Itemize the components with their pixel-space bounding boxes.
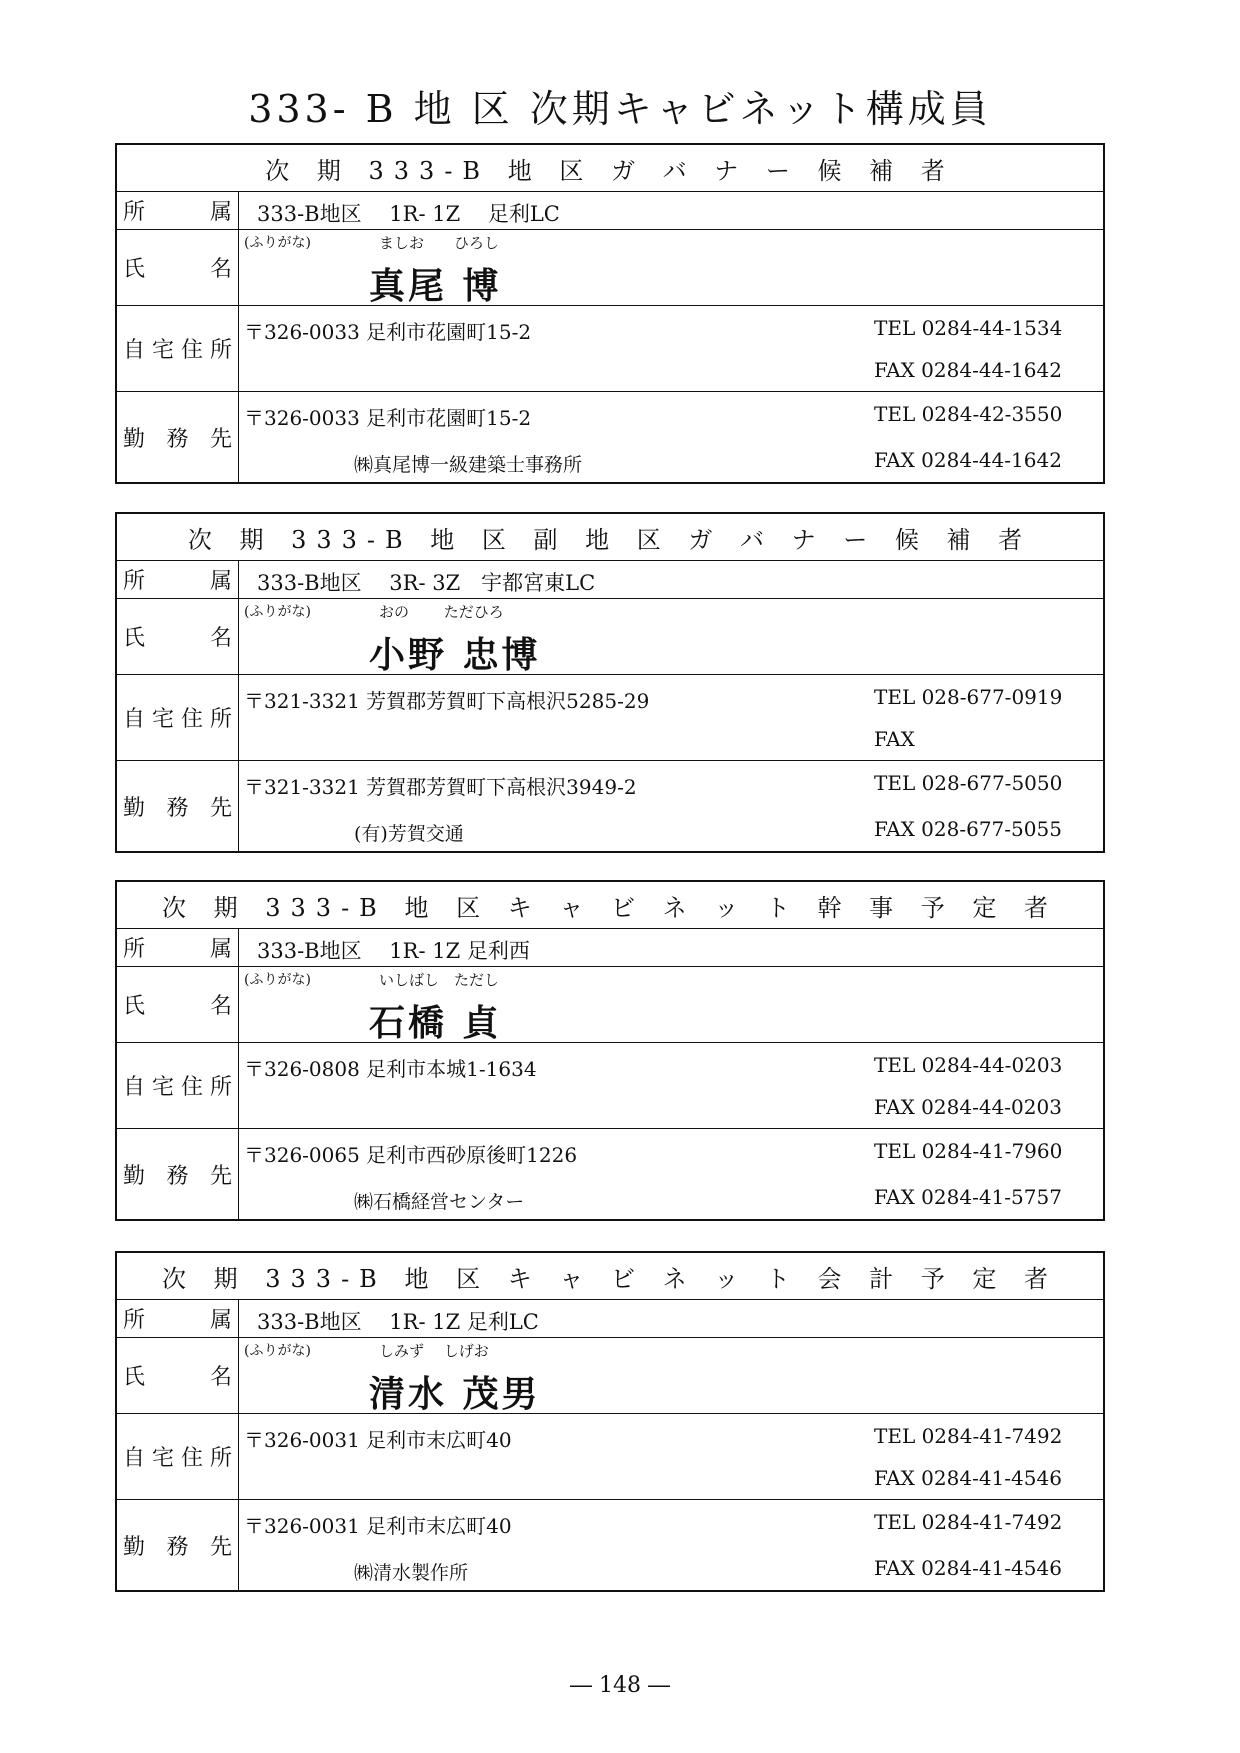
label-char: 氏 — [123, 626, 146, 651]
home-address-label — [117, 1414, 239, 1499]
label-char: 務 — [166, 1534, 189, 1560]
label-char: 先 — [209, 1163, 232, 1189]
label-char: 宅 — [151, 707, 174, 732]
home-address: 〒326-0808 足利市本城1-1634 — [244, 1057, 537, 1081]
workplace-row — [117, 392, 1103, 482]
affiliation-value: 333-B地区 1R- 1Z 足利西 — [257, 939, 530, 963]
label-char: 宅 — [151, 338, 174, 363]
affiliation-label — [117, 561, 239, 598]
name-row — [117, 599, 1103, 675]
work-address: 〒326-0031 足利市末広町40 — [244, 1514, 512, 1538]
label-char: 所 — [209, 338, 232, 363]
affiliation-row — [117, 1300, 1103, 1338]
label-char: 自 — [123, 707, 146, 732]
label-char: 勤 — [123, 795, 146, 821]
work-address: 〒321-3321 芳賀郡芳賀町下高根沢3949-2 — [244, 775, 637, 799]
label-char: 住 — [180, 1075, 203, 1100]
affiliation-row — [117, 929, 1103, 967]
label-char: 宅 — [151, 1446, 174, 1471]
section-header: 次 期 333-B 地 区 キ ャ ビ ネ ッ ト 幹 事 予 定 者 — [117, 882, 1103, 929]
furigana-label: (ふりがな) — [244, 235, 311, 251]
workplace-label — [117, 1500, 239, 1590]
affiliation-label — [117, 1300, 239, 1337]
home-tel: TEL 0284-41-7492 — [874, 1424, 1063, 1448]
home-address: 〒321-3321 芳賀郡芳賀町下高根沢5285-29 — [244, 689, 650, 713]
home-tel: TEL 028-677-0919 — [874, 685, 1063, 709]
candidate-section — [115, 880, 1105, 1221]
home-tel: TEL 0284-44-0203 — [874, 1053, 1063, 1077]
home-address: 〒326-0031 足利市末広町40 — [244, 1428, 512, 1452]
furigana-reading: いしばし ただし — [379, 971, 500, 989]
label-char: 自 — [123, 338, 146, 363]
label-char: 名 — [209, 994, 232, 1019]
workplace-row — [117, 1500, 1103, 1590]
label-char: 所 — [209, 707, 232, 732]
workplace-row — [117, 1129, 1103, 1219]
label-char: 名 — [209, 1365, 232, 1390]
workplace-label — [117, 1129, 239, 1219]
name-row — [117, 1338, 1103, 1414]
name-label — [117, 599, 239, 674]
work-tel: TEL 028-677-5050 — [874, 771, 1063, 795]
label-char: 所 — [123, 569, 146, 594]
work-address: 〒326-0065 足利市西砂原後町1226 — [244, 1143, 578, 1167]
section-header: 次 期 333-B 地 区 ガ バ ナ ー 候 補 者 — [117, 145, 1103, 192]
person-name: 石橋 貞 — [369, 1002, 502, 1044]
furigana-reading: しみず しげお — [379, 1342, 489, 1360]
label-char: 勤 — [123, 1163, 146, 1189]
label-char: 属 — [209, 1308, 232, 1333]
work-fax: FAX 0284-44-1642 — [874, 448, 1062, 472]
work-fax: FAX 028-677-5055 — [874, 817, 1062, 841]
home-tel: TEL 0284-44-1534 — [874, 316, 1063, 340]
affiliation-value: 333-B地区 1R- 1Z 足利LC — [257, 202, 560, 226]
home-address-label — [117, 306, 239, 391]
label-char: 先 — [209, 795, 232, 821]
furigana-reading: ましお ひろし — [379, 234, 500, 252]
person-name: 清水 茂男 — [369, 1373, 541, 1415]
home-fax: FAX 0284-41-4546 — [874, 1466, 1062, 1490]
label-char: 所 — [209, 1446, 232, 1471]
company-name: ㈱真尾博一級建築士事務所 — [354, 454, 583, 476]
label-char: 自 — [123, 1446, 146, 1471]
furigana-label: (ふりがな) — [244, 972, 311, 988]
name-label — [117, 230, 239, 305]
workplace-row — [117, 761, 1103, 851]
furigana-label: (ふりがな) — [244, 604, 311, 620]
workplace-label — [117, 761, 239, 851]
label-char: 先 — [209, 1534, 232, 1560]
label-char: 住 — [180, 707, 203, 732]
section-header: 次 期 333-B 地 区 キ ャ ビ ネ ッ ト 会 計 予 定 者 — [117, 1253, 1103, 1300]
label-char: 属 — [209, 200, 232, 225]
home-fax: FAX — [874, 727, 915, 751]
work-tel: TEL 0284-42-3550 — [874, 402, 1063, 426]
home-fax: FAX 0284-44-0203 — [874, 1095, 1062, 1119]
company-name: ㈱清水製作所 — [354, 1562, 469, 1584]
home-address-row — [117, 675, 1103, 761]
affiliation-value: 333-B地区 3R- 3Z 宇都宮東LC — [257, 571, 596, 595]
name-row — [117, 967, 1103, 1043]
home-fax: FAX 0284-44-1642 — [874, 358, 1062, 382]
label-char: 勤 — [123, 426, 146, 452]
work-tel: TEL 0284-41-7492 — [874, 1510, 1063, 1534]
candidate-section — [115, 512, 1105, 853]
label-char: 氏 — [123, 257, 146, 282]
label-char: 所 — [123, 200, 146, 225]
label-char: 先 — [209, 426, 232, 452]
work-tel: TEL 0284-41-7960 — [874, 1139, 1063, 1163]
label-char: 氏 — [123, 1365, 146, 1390]
workplace-label — [117, 392, 239, 482]
work-fax: FAX 0284-41-5757 — [874, 1185, 1062, 1209]
section-header: 次 期 333-B 地 区 副 地 区 ガ バ ナ ー 候 補 者 — [117, 514, 1103, 561]
home-address-label — [117, 675, 239, 760]
candidate-section — [115, 1251, 1105, 1592]
work-address: 〒326-0033 足利市花園町15-2 — [244, 406, 532, 430]
label-char: 勤 — [123, 1534, 146, 1560]
company-name: (有)芳賀交通 — [354, 823, 464, 845]
label-char: 氏 — [123, 994, 146, 1019]
name-label — [117, 967, 239, 1042]
person-name: 小野 忠博 — [369, 634, 541, 676]
affiliation-value: 333-B地区 1R- 1Z 足利LC — [257, 1310, 539, 1334]
home-address-row — [117, 1043, 1103, 1129]
label-char: 所 — [123, 1308, 146, 1333]
home-address-row — [117, 1414, 1103, 1500]
label-char: 務 — [166, 1163, 189, 1189]
affiliation-label — [117, 929, 239, 966]
furigana-label: (ふりがな) — [244, 1343, 311, 1359]
home-address-label — [117, 1043, 239, 1128]
candidate-section — [115, 143, 1105, 484]
home-address-row — [117, 306, 1103, 392]
home-address: 〒326-0033 足利市花園町15-2 — [244, 320, 532, 344]
label-char: 所 — [209, 1075, 232, 1100]
furigana-reading: おの ただひろ — [379, 603, 504, 621]
name-label — [117, 1338, 239, 1413]
person-name: 真尾 博 — [369, 265, 502, 307]
label-char: 住 — [180, 1446, 203, 1471]
affiliation-label — [117, 192, 239, 229]
label-char: 名 — [209, 626, 232, 651]
affiliation-row — [117, 561, 1103, 599]
name-row — [117, 230, 1103, 306]
label-char: 務 — [166, 426, 189, 452]
work-fax: FAX 0284-41-4546 — [874, 1556, 1062, 1580]
label-char: 宅 — [151, 1075, 174, 1100]
label-char: 名 — [209, 257, 232, 282]
label-char: 自 — [123, 1075, 146, 1100]
label-char: 住 — [180, 338, 203, 363]
label-char: 務 — [166, 795, 189, 821]
affiliation-row — [117, 192, 1103, 230]
page-title: 333- B 地 区 次期キャビネット構成員 — [248, 87, 992, 131]
label-char: 属 — [209, 569, 232, 594]
page-number: ― 148 ― — [570, 1673, 670, 1698]
label-char: 属 — [209, 937, 232, 962]
label-char: 所 — [123, 937, 146, 962]
company-name: ㈱石橋経営センター — [354, 1191, 525, 1213]
